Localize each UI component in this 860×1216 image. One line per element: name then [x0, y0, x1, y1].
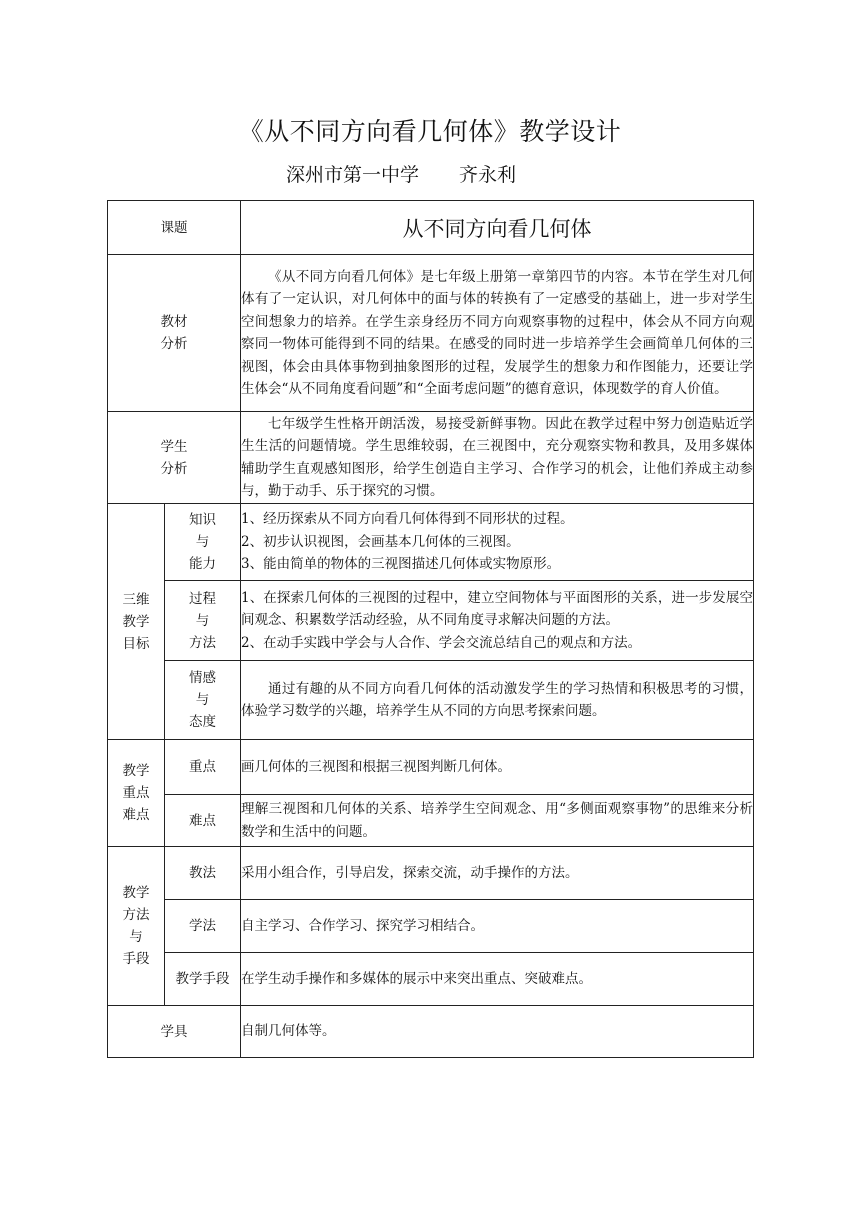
row-goals-knowledge: [108, 504, 754, 581]
methods-label-line: 教学: [122, 885, 150, 901]
knowledge-item: 1、经历探索从不同方向看几何体得到不同形状的过程。: [241, 511, 574, 528]
difficulty-label: 难点: [165, 795, 241, 847]
learn-method-label: 学法: [165, 900, 241, 953]
goals-label: [108, 504, 165, 740]
keypoints-label-line: 难点: [122, 807, 150, 823]
knowledge-item: 2、初步认识视图，会画基本几何体的三视图。: [241, 533, 520, 550]
emotion-paragraph: 通过有趣的从不同方向看几何体的活动激发学生的学习热情和积极思考的习惯，体验学习数学的兴趣，培养学生从不同的方向思考探索问题。: [241, 680, 753, 719]
emotion-label-line: 与: [195, 692, 210, 708]
emotion-label-line: 态度: [189, 714, 216, 730]
student-label-line: 分析: [160, 460, 188, 477]
keypoints-label-line: 教学: [122, 763, 150, 779]
methods-label-line: 方法: [122, 907, 150, 923]
knowledge-label-line: 与: [195, 534, 210, 550]
student-analysis-text: [241, 412, 754, 504]
process-text: [241, 581, 754, 661]
emotion-label: [165, 661, 241, 740]
row-topic: [108, 201, 754, 255]
student-label-line: 学生: [160, 438, 188, 455]
lesson-plan-table: [107, 200, 754, 1058]
student-analysis-label: [108, 412, 241, 504]
author-name: 齐永利: [459, 164, 517, 186]
row-methods-learn: [108, 900, 754, 953]
knowledge-item: 3、能由简单的物体的三视图描述几何体或实物原形。: [241, 556, 561, 573]
byline: [286, 160, 516, 187]
process-label-line: 与: [195, 612, 210, 629]
material-paragraph: 《从不同方向看几何体》是七年级上册第一章第四节的内容。本节在学生对几何体有了一定认识，对几何体中的面与体的转换有了一定感受的基础上，进一步对学生空间想象力的培养。在学生亲身经历不同方向观察事物的过程中，体会从不同方向观察同一物体可能得到不同的结果。在感受的同时进一步培养学生会画简单几何体的三视图，体会由具体事物到抽象图形的过程，发展学生的想象力和作图能力，还要让学生体会“从不同角度看问题”和“全面考虑问题”的德育意识，体现数学的育人价值。: [241, 268, 753, 397]
row-tools: [108, 1006, 754, 1058]
teach-method-label: 教法: [165, 847, 241, 900]
focus-text: 画几何体的三视图和根据三视图判断几何体。: [241, 740, 754, 795]
knowledge-label-line: 知识: [189, 512, 216, 528]
emotion-label-line: 情感: [189, 670, 216, 686]
process-item: 1、在探索几何体的三视图的过程中，建立空间物体与平面图形的关系，进一步发展空间观念、积累数学活动经验，从不同角度寻求解决问题的方法。: [241, 589, 753, 629]
process-label: [165, 581, 241, 661]
knowledge-label: [165, 504, 241, 581]
material-analysis-label: [108, 255, 241, 412]
keypoints-label: [108, 740, 165, 847]
tools-text: 自制几何体等。: [241, 1006, 754, 1058]
learn-method-text: 自主学习、合作学习、探究学习相结合。: [241, 900, 754, 953]
row-goals-emotion: [108, 661, 754, 740]
row-methods-means: [108, 953, 754, 1006]
student-paragraph: 七年级学生性格开朗活泼，易接受新鲜事物。因此在教学过程中努力创造贴近学生生活的问题情境。学生思维较弱，在三视图中，充分观察实物和教具，及用多媒体辅助学生直观感知图形，给学生创造自主学习、合作学习的机会，让他们养成主动参与，勤于动手、乐于探究的习惯。: [241, 415, 753, 499]
goals-label-line: 三维: [122, 591, 150, 608]
emotion-text: [241, 661, 754, 740]
goals-label-line: 教学: [122, 613, 150, 630]
teaching-means-text: 在学生动手操作和多媒体的展示中来突出重点、突破难点。: [241, 953, 754, 1006]
row-material-analysis: [108, 255, 754, 412]
goals-label-line: 目标: [122, 635, 150, 652]
row-keypoints-difficulty: [108, 795, 754, 847]
methods-label-line: 与: [129, 929, 143, 945]
difficulty-text: 理解三视图和几何体的关系、培养学生空间观念、用“多侧面观察事物”的思维来分析数学和生活中的问题。: [241, 795, 754, 847]
knowledge-label-line: 能力: [189, 556, 216, 572]
methods-label: [108, 847, 165, 1006]
tools-label: 学具: [108, 1006, 241, 1058]
teaching-means-label: 教学手段: [165, 953, 241, 1006]
row-keypoints-focus: [108, 740, 754, 795]
focus-label: 重点: [165, 740, 241, 795]
row-goals-process: [108, 581, 754, 661]
methods-label-line: 手段: [122, 951, 150, 967]
process-label-line: 方法: [189, 634, 216, 651]
teach-method-text: 采用小组合作，引导启发，探索交流，动手操作的方法。: [241, 847, 754, 900]
material-label-line: 分析: [160, 336, 188, 352]
material-analysis-text: [241, 255, 754, 412]
topic-label: 课题: [108, 201, 241, 255]
row-student-analysis: [108, 412, 754, 504]
material-label-line: 教材: [160, 314, 188, 330]
topic-value: 从不同方向看几何体: [241, 201, 754, 255]
process-item: 2、在动手实践中学会与人合作、学会交流总结自己的观点和方法。: [241, 634, 642, 651]
process-label-line: 过程: [189, 590, 216, 607]
keypoints-label-line: 重点: [122, 785, 150, 801]
row-methods-teach: [108, 847, 754, 900]
knowledge-text: [241, 504, 754, 581]
school-name: 深州市第一中学: [286, 164, 420, 186]
document-title: 《从不同方向看几何体》教学设计: [238, 117, 622, 146]
